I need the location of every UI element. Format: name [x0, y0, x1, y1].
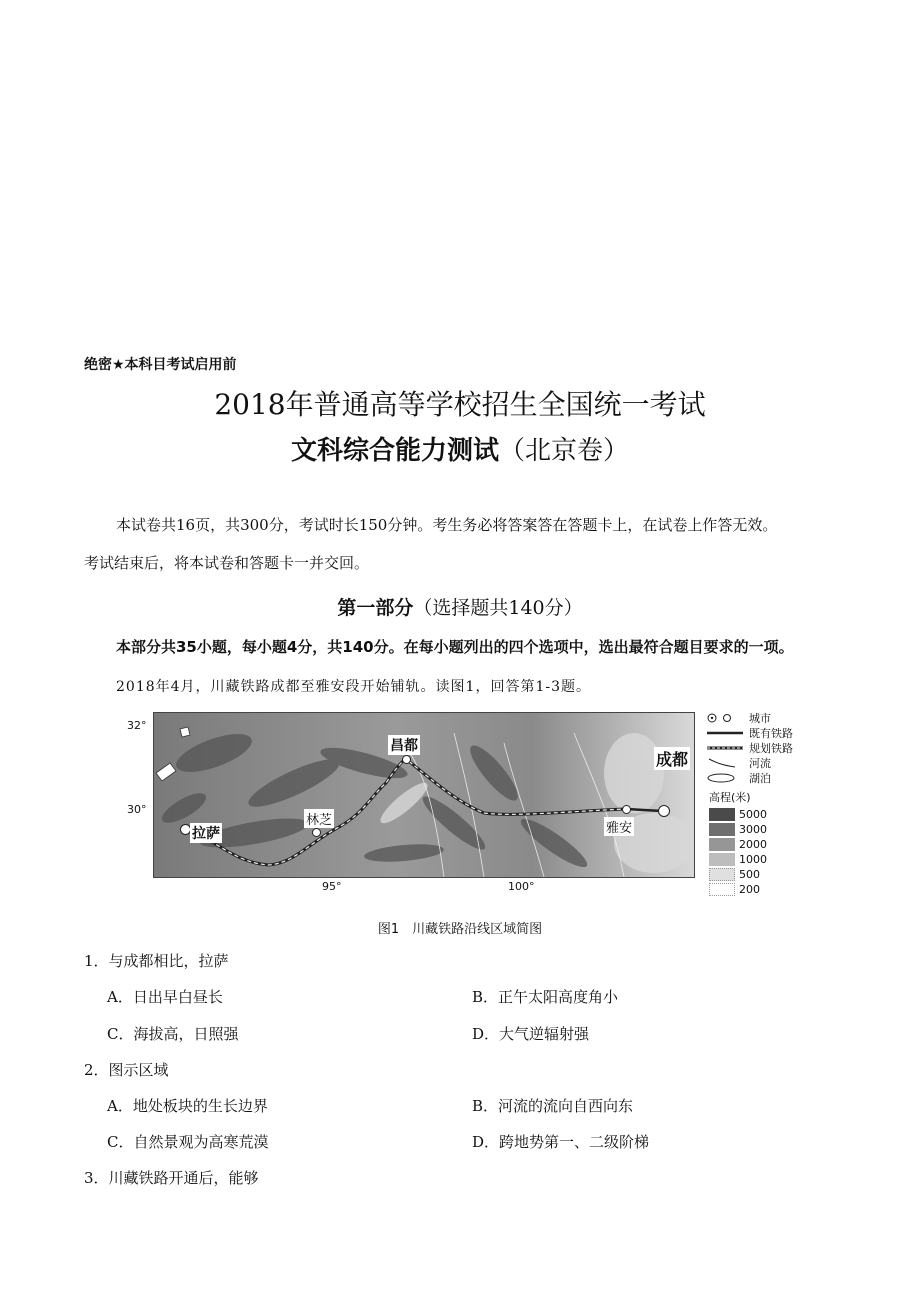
- figure-caption: 图1 川藏铁路沿线区域简图: [377, 922, 543, 937]
- legend-label: 城市: [749, 711, 771, 725]
- railway-map: [153, 712, 695, 878]
- legend-planned-railway: [705, 740, 805, 755]
- question-1-option-c: C．海拔高，日照强: [107, 1025, 239, 1043]
- city-label-qamdo: 昌都: [388, 735, 420, 755]
- question-3-stem: 3．川藏铁路开通后，能够: [84, 1169, 259, 1187]
- elevation-label: 1000: [739, 853, 767, 866]
- legend-lake: [705, 770, 805, 785]
- question-intro: 2018年4月，川藏铁路成都至雅安段开始铺轨。读图1，回答第1-3题。: [116, 679, 591, 695]
- city-label-yaan: 雅安: [604, 817, 634, 836]
- confidential-label: 绝密★本科目考试启用前: [84, 357, 237, 373]
- part-heading-main: 第一部分: [337, 597, 414, 619]
- elevation-scale: [705, 807, 805, 897]
- existing-railway-icon: [705, 728, 745, 738]
- city-symbol-icon: [705, 713, 745, 723]
- elevation-swatch: [709, 808, 735, 821]
- elevation-swatch: [709, 853, 735, 866]
- question-1-option-a: A．日出早白昼长: [107, 988, 223, 1006]
- city-label-chengdu: 成都: [654, 747, 690, 770]
- city-marker-qamdo: [402, 755, 411, 764]
- legend-city: [705, 710, 805, 725]
- question-1-stem: 1．与成都相比，拉萨: [84, 952, 229, 970]
- exam-title: 2018年普通高等学校招生全国统一考试: [214, 388, 706, 421]
- legend-label: 河流: [749, 756, 771, 770]
- legend-label: 湖泊: [749, 771, 771, 785]
- elevation-label: 200: [739, 883, 760, 896]
- lat-label-30: 30°: [127, 803, 147, 816]
- elevation-label: 500: [739, 868, 760, 881]
- elevation-label: 5000: [739, 808, 767, 821]
- map-legend: [705, 710, 805, 897]
- elevation-swatch: [709, 838, 735, 851]
- subtitle-main: 文科综合能力测试: [290, 436, 499, 466]
- elevation-swatch: [709, 823, 735, 836]
- lat-label-32: 32°: [127, 719, 147, 732]
- question-2-option-b: B．河流的流向自西向东: [472, 1097, 634, 1115]
- elevation-title: 高程(米): [709, 791, 751, 804]
- question-2-option-a: A．地处板块的生长边界: [107, 1097, 268, 1115]
- lon-label-100: 100°: [508, 880, 535, 893]
- exam-subtitle: [0, 430, 920, 467]
- instructions-line-2: 考试结束后，将本试卷和答题卡一并交回。: [84, 554, 370, 572]
- lon-label-95: 95°: [322, 880, 342, 893]
- legend-label: 既有铁路: [749, 726, 793, 740]
- elevation-label: 2000: [739, 838, 767, 851]
- planned-railway-icon: [705, 743, 745, 753]
- elevation-label: 3000: [739, 823, 767, 836]
- subtitle-paren: （北京卷）: [499, 436, 630, 466]
- city-label-nyingchi: 林芝: [304, 809, 334, 828]
- city-marker-yaan: [622, 805, 631, 814]
- part-heading: [0, 593, 920, 620]
- elevation-swatch: [709, 868, 735, 881]
- city-marker-chengdu: [658, 805, 670, 817]
- instructions-line-1: 本试卷共16页，共300分，考试时长150分钟。考生务必将答案答在答题卡上，在试卷上作答无效。: [116, 516, 778, 534]
- question-1-option-d: D．大气逆辐射强: [472, 1025, 590, 1043]
- river-icon: [705, 758, 745, 768]
- question-2-option-d: D．跨地势第一、二级阶梯: [472, 1133, 650, 1151]
- city-label-lhasa: 拉萨: [190, 823, 222, 843]
- map-terrain: [154, 713, 694, 877]
- question-1-option-b: B．正午太阳高度角小: [472, 988, 619, 1006]
- lake-icon: [705, 773, 745, 783]
- legend-existing-railway: [705, 725, 805, 740]
- legend-river: [705, 755, 805, 770]
- part-note: 本部分共35小题，每小题4分，共140分。在每小题列出的四个选项中，选出最符合题目要求的一项。: [116, 638, 794, 656]
- question-2-option-c: C．自然景观为高寒荒漠: [107, 1133, 269, 1151]
- part-heading-paren: （选择题共140分）: [413, 597, 583, 619]
- city-marker-nyingchi: [312, 828, 321, 837]
- elevation-swatch: [709, 883, 735, 896]
- legend-label: 规划铁路: [749, 741, 793, 755]
- question-2-stem: 2．图示区域: [84, 1061, 169, 1079]
